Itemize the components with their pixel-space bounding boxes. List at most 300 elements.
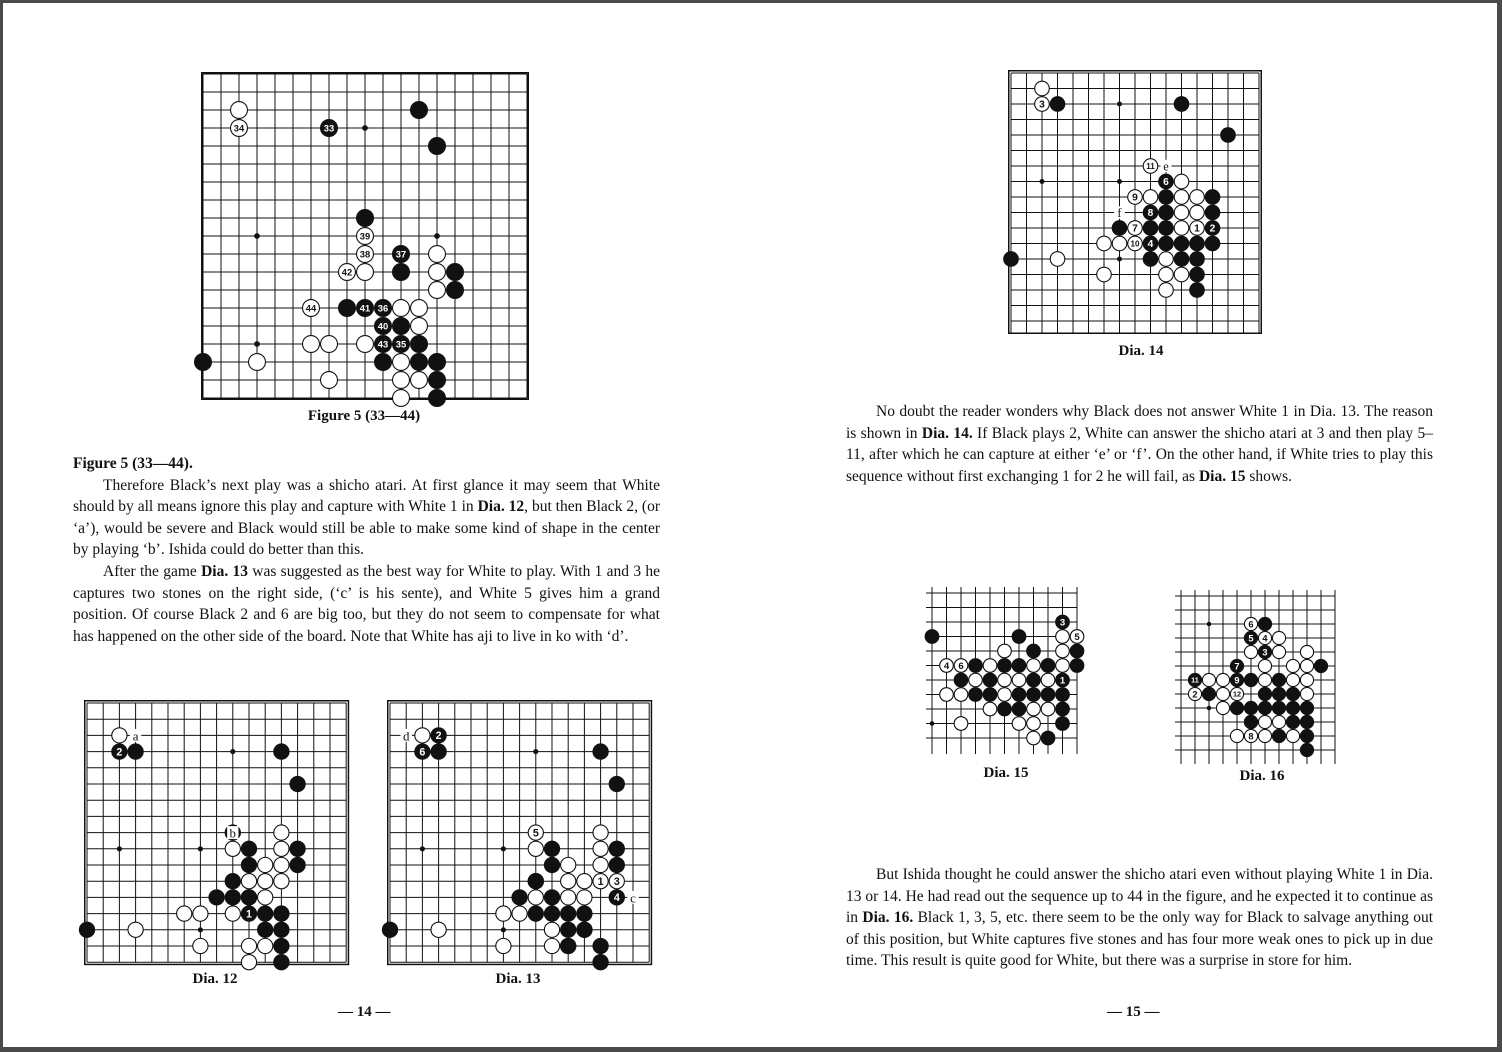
black-stone: [1012, 659, 1026, 673]
white-stone: [1216, 687, 1229, 700]
black-stone: [1258, 617, 1271, 630]
white-stone: [577, 874, 592, 889]
white-stone: [983, 702, 997, 716]
move-number: 6: [419, 746, 426, 759]
black-stone: [1112, 221, 1127, 236]
white-stone: [593, 825, 608, 840]
caption-dia15: Dia. 15: [983, 765, 1029, 781]
black-stone: [1190, 267, 1205, 282]
paragraph-3: No doubt the reader wonders why Black does not answer White 1 in Dia. 13. The reason is shown in Dia. 14. If Black plays 2, White can answer the shicho atari at 3 and then play 5–11, after which he can capture at either ‘e’ or ‘f’. On the other hand, if White tries to play this sequence without first exchanging 1 for 2 he will fail, as Dia. 15 shows.: [846, 403, 1433, 485]
move-number: 2: [116, 746, 123, 759]
white-stone: [231, 102, 248, 119]
black-stone: [1272, 729, 1285, 742]
black-stone: [1314, 659, 1327, 672]
board-dia13-svg: [387, 700, 652, 965]
hoshi-point: [1207, 706, 1211, 710]
black-stone: [1286, 701, 1299, 714]
white-stone: [496, 938, 511, 953]
white-stone: [1012, 717, 1026, 731]
caption-dia12: Dia. 12: [192, 971, 238, 987]
board-dia16-svg: [1175, 590, 1341, 764]
move-number: 9: [1234, 675, 1240, 686]
white-stone: [1012, 673, 1026, 687]
black-stone: [1221, 128, 1236, 143]
paragraph-1: Therefore Black’s next play was a shicho atari. At first glance it may seem that White should by all means ignore this play and capture with White 1 in Dia. 12, but then Black 2, (or ‘a’), would be severe and Black would still be able to make some kind of shape in the center by playing ‘b’. Ishida could do better than this.: [73, 476, 660, 559]
white-stone: [258, 890, 273, 905]
board-dia12: [84, 700, 349, 965]
white-stone: [1056, 659, 1070, 673]
move-number: 4: [613, 892, 620, 905]
black-stone: [544, 841, 559, 856]
white-stone: [1258, 729, 1271, 742]
black-stone: [1286, 715, 1299, 728]
black-stone: [528, 874, 543, 889]
black-stone: [225, 874, 240, 889]
black-stone: [1300, 729, 1313, 742]
move-number: 6: [1163, 177, 1169, 189]
black-stone: [357, 210, 374, 227]
black-stone: [1041, 731, 1055, 745]
white-stone: [411, 300, 428, 317]
hoshi-point: [434, 233, 440, 239]
white-stone: [1035, 81, 1050, 96]
black-stone: [609, 857, 624, 872]
board-dia14: [1008, 70, 1262, 334]
black-stone: [593, 938, 608, 953]
black-stone: [1012, 702, 1026, 716]
black-stone: [577, 922, 592, 937]
point-label: e: [1163, 159, 1169, 174]
black-stone: [429, 138, 446, 155]
move-number: 2: [1209, 223, 1216, 235]
black-stone: [954, 673, 968, 687]
black-stone: [983, 673, 997, 687]
hoshi-point: [1117, 257, 1122, 262]
page-number-right: — 15 —: [1107, 1004, 1160, 1020]
move-number: 42: [341, 267, 353, 278]
white-stone: [998, 673, 1012, 687]
white-stone: [1272, 631, 1285, 644]
white-stone: [225, 906, 240, 921]
black-stone: [411, 102, 428, 119]
white-stone: [1244, 645, 1257, 658]
black-stone: [290, 841, 305, 856]
black-stone: [544, 906, 559, 921]
white-stone: [1174, 205, 1189, 220]
move-number: 5: [1074, 631, 1080, 643]
white-stone: [1159, 267, 1174, 282]
point-label: b: [229, 825, 237, 841]
white-stone: [1112, 236, 1127, 251]
hoshi-point: [420, 846, 425, 851]
white-stone: [274, 857, 289, 872]
black-stone: [1174, 236, 1189, 251]
black-stone: [241, 857, 256, 872]
white-stone: [1027, 731, 1041, 745]
black-stone: [1205, 236, 1220, 251]
move-number: 38: [359, 249, 371, 260]
white-stone: [357, 336, 374, 353]
white-stone: [249, 354, 266, 371]
black-stone: [1041, 688, 1055, 702]
move-number: 7: [1234, 661, 1240, 672]
white-stone: [1143, 190, 1158, 205]
black-stone: [1012, 688, 1026, 702]
black-stone: [1070, 659, 1084, 673]
board-dia13: [387, 700, 652, 965]
black-stone: [544, 890, 559, 905]
black-stone: [1300, 715, 1313, 728]
move-number: 8: [1147, 208, 1154, 220]
black-stone: [1205, 190, 1220, 205]
white-stone: [393, 354, 410, 371]
white-stone: [1056, 644, 1070, 658]
hoshi-point: [198, 846, 203, 851]
white-stone: [954, 717, 968, 731]
move-number: 5: [1248, 633, 1254, 644]
black-stone: [969, 688, 983, 702]
white-stone: [1300, 659, 1313, 672]
white-stone: [496, 906, 511, 921]
white-stone: [1258, 715, 1271, 728]
white-stone: [593, 857, 608, 872]
black-stone: [1056, 688, 1070, 702]
white-stone: [1216, 673, 1229, 686]
white-stone: [321, 336, 338, 353]
move-number: 33: [323, 123, 335, 134]
white-stone: [998, 644, 1012, 658]
white-stone: [1258, 659, 1271, 672]
black-stone: [1159, 236, 1174, 251]
move-number: 43: [377, 339, 389, 350]
black-stone: [195, 354, 212, 371]
move-number: 1: [597, 876, 604, 889]
move-number: 8: [1248, 731, 1254, 742]
black-stone: [258, 906, 273, 921]
black-stone: [1190, 236, 1205, 251]
move-number: 3: [1039, 99, 1045, 111]
black-stone: [431, 744, 446, 759]
right-text-bottom: [846, 864, 1433, 972]
black-stone: [429, 390, 446, 407]
move-number: 37: [395, 249, 407, 260]
white-stone: [1286, 659, 1299, 672]
board-dia15: [926, 587, 1083, 754]
hoshi-point: [930, 721, 935, 726]
black-stone: [512, 890, 527, 905]
white-stone: [1097, 236, 1112, 251]
black-stone: [1190, 283, 1205, 298]
move-number: 35: [395, 339, 407, 350]
paragraph-2: After the game Dia. 13 was suggested as the best way for White to play. With 1 and 3 he captures two stones on the right side, (‘c’ is his sente), and White 5 gives him a grand position. Of course Black 2 and 6 are big too, but they do not seem to compensate for what has happened on the other side of the board. Note that White has aji to live in ko with ‘d’.: [73, 562, 660, 645]
move-number: 6: [1248, 619, 1254, 630]
white-stone: [241, 955, 256, 970]
move-number: 1: [1059, 675, 1066, 687]
figure5-heading: Figure 5 (33—44).: [73, 455, 193, 472]
black-stone: [609, 841, 624, 856]
grid: [87, 703, 346, 962]
white-stone: [1056, 630, 1070, 644]
hoshi-point: [501, 927, 506, 932]
black-stone: [1244, 673, 1257, 686]
white-stone: [1286, 673, 1299, 686]
hoshi-point: [254, 341, 260, 347]
move-number: 6: [958, 660, 964, 672]
white-stone: [1174, 190, 1189, 205]
white-stone: [1286, 729, 1299, 742]
hoshi-point: [1040, 179, 1045, 184]
black-stone: [609, 776, 624, 791]
black-stone: [1012, 630, 1026, 644]
white-stone: [1097, 267, 1112, 282]
move-number: 7: [1132, 223, 1138, 235]
hoshi-point: [1207, 622, 1211, 626]
black-stone: [969, 659, 983, 673]
black-stone: [1159, 221, 1174, 236]
black-stone: [290, 857, 305, 872]
point-label: a: [132, 728, 139, 744]
black-stone: [1070, 644, 1084, 658]
white-stone: [258, 874, 273, 889]
black-stone: [1300, 743, 1313, 756]
black-stone: [393, 264, 410, 281]
white-stone: [1041, 702, 1055, 716]
black-stone: [79, 922, 94, 937]
white-stone: [429, 264, 446, 281]
black-stone: [1230, 701, 1243, 714]
black-stone: [593, 955, 608, 970]
white-stone: [593, 841, 608, 856]
black-stone: [561, 938, 576, 953]
black-stone: [983, 688, 997, 702]
black-stone: [225, 890, 240, 905]
board-dia16: [1175, 590, 1341, 764]
black-stone: [561, 906, 576, 921]
caption-figure5: Figure 5 (33—44): [307, 408, 421, 424]
white-stone: [321, 372, 338, 389]
black-stone: [1027, 644, 1041, 658]
hoshi-point: [117, 846, 122, 851]
white-stone: [1041, 673, 1055, 687]
white-stone: [411, 318, 428, 335]
black-stone: [290, 776, 305, 791]
white-stone: [1202, 673, 1215, 686]
move-number: 11: [1146, 161, 1155, 171]
white-stone: [193, 938, 208, 953]
caption-dia16: Dia. 16: [1239, 768, 1285, 784]
white-stone: [274, 841, 289, 856]
point-label: f: [1117, 206, 1122, 221]
move-number: 41: [359, 303, 371, 314]
hoshi-point: [230, 749, 235, 754]
move-number: 1: [1194, 223, 1200, 235]
white-stone: [274, 874, 289, 889]
black-stone: [1205, 205, 1220, 220]
white-stone: [112, 728, 127, 743]
black-stone: [209, 890, 224, 905]
white-stone: [561, 890, 576, 905]
black-stone: [274, 955, 289, 970]
board-dia14-svg: [1008, 70, 1262, 334]
black-stone: [447, 282, 464, 299]
black-stone: [1244, 701, 1257, 714]
white-stone: [193, 906, 208, 921]
white-stone: [1272, 645, 1285, 658]
black-stone: [1286, 687, 1299, 700]
hoshi-point: [254, 233, 260, 239]
page-number-left: — 14 —: [338, 1004, 391, 1020]
white-stone: [983, 659, 997, 673]
black-stone: [411, 336, 428, 353]
white-stone: [1174, 267, 1189, 282]
white-stone: [561, 874, 576, 889]
white-stone: [1300, 645, 1313, 658]
move-number: 40: [377, 321, 389, 332]
white-stone: [393, 300, 410, 317]
move-number: 4: [1262, 633, 1268, 644]
move-number: 36: [377, 303, 389, 314]
paragraph-4: But Ishida thought he could answer the shicho atari even without playing White 1 in Dia. 13 or 14. He had read out the sequence up to 44 in the figure, and he expected it to continue as in Dia. 16. Black 1, 3, 5, etc. there seem to be the only way for Black to salvage anything out of this position, but White captures five stones and has four more weak ones to pick up in due time. This result is quite good for White, but there was a surprise in store for him.: [846, 866, 1434, 970]
white-stone: [1159, 252, 1174, 267]
white-stone: [940, 688, 954, 702]
white-stone: [241, 938, 256, 953]
white-stone: [274, 825, 289, 840]
white-stone: [512, 906, 527, 921]
black-stone: [1258, 687, 1271, 700]
hoshi-point: [198, 927, 203, 932]
black-stone: [1272, 687, 1285, 700]
black-stone: [274, 906, 289, 921]
white-stone: [411, 372, 428, 389]
black-stone: [1056, 717, 1070, 731]
black-stone: [1056, 702, 1070, 716]
black-stone: [447, 264, 464, 281]
white-stone: [429, 246, 446, 263]
black-stone: [339, 300, 356, 317]
hoshi-point: [1117, 179, 1122, 184]
grid: [390, 703, 649, 962]
white-stone: [528, 841, 543, 856]
black-stone: [1190, 252, 1205, 267]
white-stone: [357, 264, 374, 281]
white-stone: [1300, 673, 1313, 686]
white-stone: [1027, 717, 1041, 731]
black-stone: [577, 906, 592, 921]
black-stone: [241, 841, 256, 856]
white-stone: [1230, 729, 1243, 742]
black-stone: [528, 906, 543, 921]
board-dia12-svg: [84, 700, 349, 965]
move-number: 34: [233, 123, 245, 134]
white-stone: [1272, 715, 1285, 728]
white-stone: [429, 282, 446, 299]
black-stone: [1272, 673, 1285, 686]
move-number: 3: [1059, 617, 1066, 629]
black-stone: [375, 354, 392, 371]
black-stone: [258, 922, 273, 937]
white-stone: [1159, 283, 1174, 298]
move-number: 3: [613, 876, 620, 889]
board-figure5: [201, 72, 529, 400]
move-number: 1: [246, 908, 252, 921]
black-stone: [998, 659, 1012, 673]
black-stone: [561, 922, 576, 937]
move-number: 3: [1262, 647, 1268, 658]
black-stone: [1174, 252, 1189, 267]
white-stone: [1050, 252, 1065, 267]
white-stone: [241, 874, 256, 889]
black-stone: [382, 922, 397, 937]
black-stone: [544, 857, 559, 872]
black-stone: [998, 702, 1012, 716]
caption-dia13: Dia. 13: [495, 971, 541, 987]
white-stone: [177, 906, 192, 921]
right-text-top: [846, 401, 1433, 487]
black-stone: [429, 372, 446, 389]
white-stone: [128, 922, 143, 937]
black-stone: [241, 890, 256, 905]
point-label: d: [402, 728, 410, 744]
board-dia15-svg: [926, 587, 1083, 754]
white-stone: [393, 372, 410, 389]
black-stone: [1258, 701, 1271, 714]
black-stone: [393, 318, 410, 335]
white-stone: [1190, 190, 1205, 205]
black-stone: [429, 354, 446, 371]
book-spread: [3, 3, 1497, 1047]
white-stone: [1174, 174, 1189, 189]
black-stone: [274, 938, 289, 953]
white-stone: [1300, 687, 1313, 700]
white-stone: [561, 857, 576, 872]
black-stone: [128, 744, 143, 759]
move-number: 4: [1147, 239, 1154, 251]
black-stone: [1027, 673, 1041, 687]
black-stone: [1143, 221, 1158, 236]
white-stone: [431, 922, 446, 937]
move-number: 11: [1191, 675, 1199, 685]
black-stone: [1272, 701, 1285, 714]
move-number: 4: [943, 660, 950, 672]
hoshi-point: [501, 846, 506, 851]
white-stone: [1027, 659, 1041, 673]
board-figure5-svg: [201, 72, 529, 400]
black-stone: [1027, 688, 1041, 702]
move-number: 44: [305, 303, 317, 314]
move-number: 12: [1232, 689, 1242, 699]
white-stone: [225, 841, 240, 856]
black-stone: [1202, 687, 1215, 700]
move-number: 10: [1130, 239, 1140, 249]
white-stone: [258, 857, 273, 872]
white-stone: [954, 688, 968, 702]
hoshi-point: [1117, 102, 1122, 107]
white-stone: [577, 890, 592, 905]
black-stone: [411, 354, 428, 371]
black-stone: [1300, 701, 1313, 714]
white-stone: [303, 336, 320, 353]
white-stone: [1174, 221, 1189, 236]
black-stone: [593, 744, 608, 759]
point-label: c: [630, 890, 636, 906]
white-stone: [528, 890, 543, 905]
white-stone: [1216, 701, 1229, 714]
white-stone: [998, 688, 1012, 702]
move-number: 9: [1132, 192, 1138, 204]
left-text: [73, 453, 660, 647]
white-stone: [1027, 702, 1041, 716]
black-stone: [1174, 97, 1189, 112]
